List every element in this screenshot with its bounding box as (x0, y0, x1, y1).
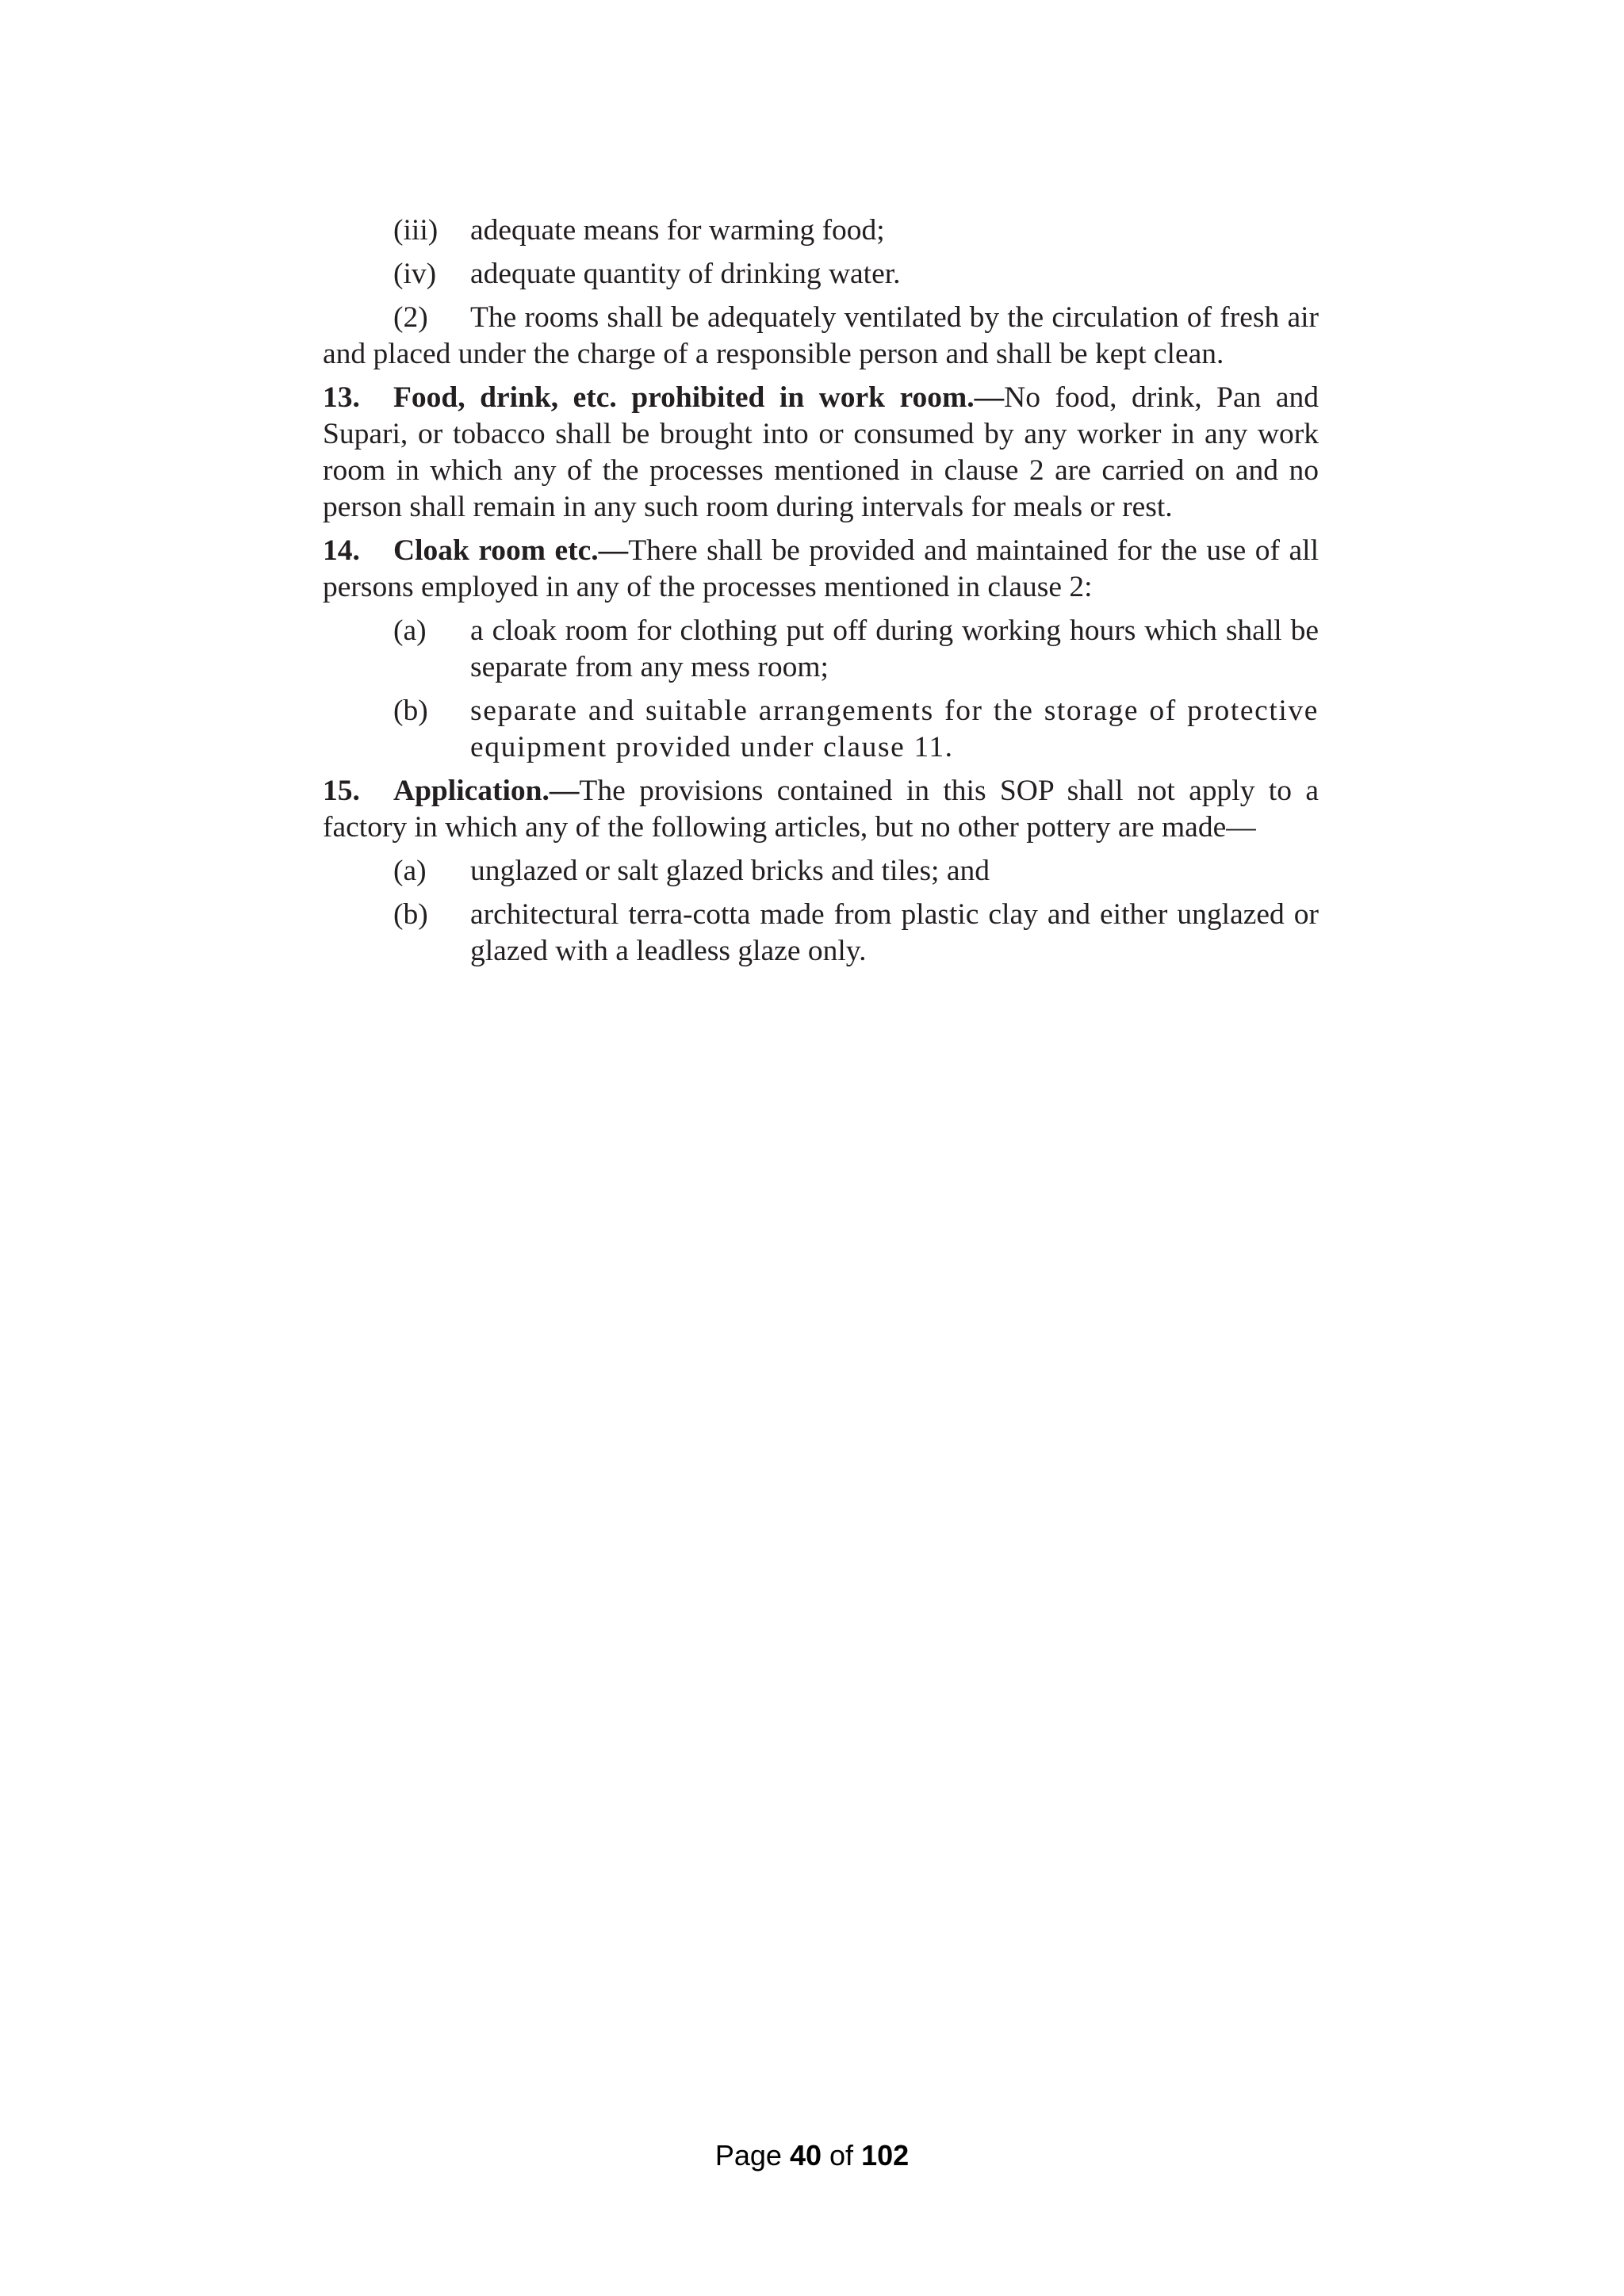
document-body (323, 212, 1319, 977)
page-label: Page (714, 2139, 782, 2172)
list-item-number: (a) (393, 614, 427, 647)
list-item-iv (323, 256, 1319, 293)
list-item-a (323, 613, 1319, 686)
clause-title: Application.— (393, 775, 580, 807)
list-item-text: adequate means for warming food; (470, 214, 885, 247)
clause-number: 14. (323, 534, 360, 567)
list-item-text: unglazed or salt glazed bricks and tiles; and (470, 855, 990, 887)
list-item-number: (iii) (393, 214, 439, 247)
clause-text: No food, drink, Pan and Supari, or tobacco shall be brought into or consumed by any worker in any work room in which any of the processes mentioned in clause 2 are carried on and no person shall remain in any such room during intervals for meals or rest. (323, 381, 1319, 523)
clause-number: 15. (323, 775, 360, 807)
subclause-text: The rooms shall be adequately ventilated by the circulation of fresh air and placed under the charge of a responsible person and shall be kept clean. (323, 301, 1319, 370)
current-page-number: 40 (789, 2139, 822, 2172)
list-item-a (323, 853, 1319, 890)
clause-15 (323, 773, 1319, 846)
list-item-iii (323, 212, 1319, 249)
list-item-text: a cloak room for clothing put off during working hours which shall be separate from any mess room; (470, 614, 1319, 683)
list-item-number: (a) (393, 855, 427, 887)
subclause-number: (2) (393, 301, 428, 334)
page-of-label: of (829, 2139, 854, 2172)
list-item-number: (b) (393, 898, 428, 931)
clause-text: The provisions contained in this SOP shall not apply to a factory in which any of the following articles, but no other pottery are made— (323, 775, 1319, 844)
page-footer (0, 2138, 1624, 2173)
clause-number: 13. (323, 381, 360, 414)
clause-title: Cloak room etc.— (393, 534, 629, 567)
list-item-b (323, 693, 1319, 766)
list-item-text: separate and suitable arrangements for the storage of protective equipment provided under clause 11. (470, 695, 1319, 763)
clause-title: Food, drink, etc. prohibited in work room.— (393, 381, 1005, 414)
clause-text: There shall be provided and maintained for the use of all persons employed in any of the processes mentioned in clause 2: (323, 534, 1319, 603)
clause-14 (323, 533, 1319, 606)
clause-13 (323, 380, 1319, 526)
list-item-text: adequate quantity of drinking water. (470, 258, 901, 290)
total-pages-number: 102 (861, 2139, 910, 2172)
list-item-number: (b) (393, 695, 428, 727)
list-item-text: architectural terra-cotta made from plastic clay and either unglazed or glazed with a leadless glaze only. (470, 898, 1319, 967)
list-item-number: (iv) (393, 258, 437, 290)
list-item-b (323, 897, 1319, 970)
subclause-2 (323, 300, 1319, 373)
